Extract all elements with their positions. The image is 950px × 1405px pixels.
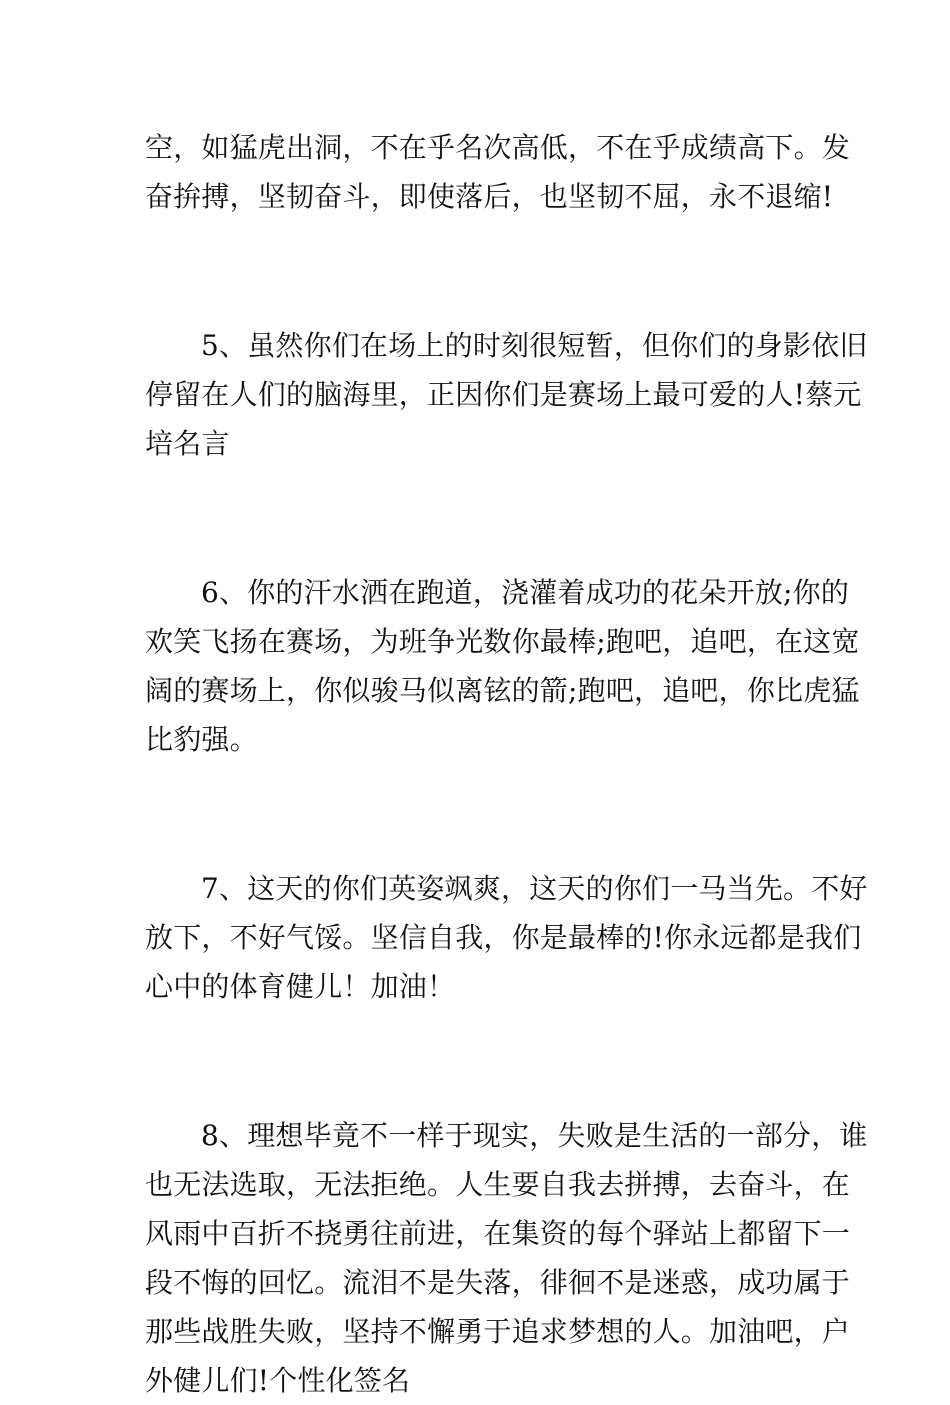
text-line: 培名言 [145, 427, 230, 460]
text-line: 心中的体育健儿！加油！ [145, 970, 456, 1003]
text-line: 风雨中百折不挠勇往前进，在集资的每个驿站上都留下一 [145, 1217, 851, 1250]
text-line: 段不悔的回忆。流泪不是失落，徘徊不是迷惑，成功属于 [145, 1266, 851, 1299]
text-line: 外健儿们!个性化签名 [145, 1364, 411, 1397]
text-line: 6、你的汗水洒在跑道，浇灌着成功的花朵开放;你的 [201, 576, 850, 609]
text-line: 5、虽然你们在场上的时刻很短暂，但你们的身影依旧 [201, 329, 868, 362]
text-line: 奋拚搏，坚韧奋斗，即使落后，也坚韧不屈，永不退缩! [145, 180, 834, 213]
text-line: 比豹强。 [145, 723, 258, 756]
text-line: 停留在人们的脑海里，正因你们是赛场上最可爱的人!蔡元 [145, 378, 862, 411]
text-line: 8、理想毕竟不一样于现实，失败是生活的一部分，谁 [201, 1119, 868, 1152]
text-line: 放下，不好气馁。坚信自我，你是最棒的!你永远都是我们 [145, 921, 862, 954]
text-line: 那些战胜失败，坚持不懈勇于追求梦想的人。加油吧，户 [145, 1315, 851, 1348]
text-line: 欢笑飞扬在赛场，为班争光数你最棒;跑吧，追吧，在这宽 [145, 625, 860, 658]
paragraph-continuation [145, 123, 851, 221]
text-line: 阔的赛场上，你似骏马似离铉的箭;跑吧，追吧，你比虎猛 [145, 674, 860, 707]
document-content [145, 123, 868, 1405]
paragraph-item-6 [145, 568, 860, 764]
text-line: 也无法选取，无法拒绝。人生要自我去拼搏，去奋斗，在 [145, 1168, 851, 1201]
paragraph-item-5 [145, 321, 868, 468]
text-line: 空，如猛虎出洞，不在乎名次高低，不在乎成绩高下。发 [145, 131, 851, 164]
paragraph-item-7 [145, 864, 868, 1011]
text-line: 7、这天的你们英姿飒爽，这天的你们一马当先。不好 [201, 872, 868, 905]
paragraph-item-8 [145, 1111, 868, 1405]
